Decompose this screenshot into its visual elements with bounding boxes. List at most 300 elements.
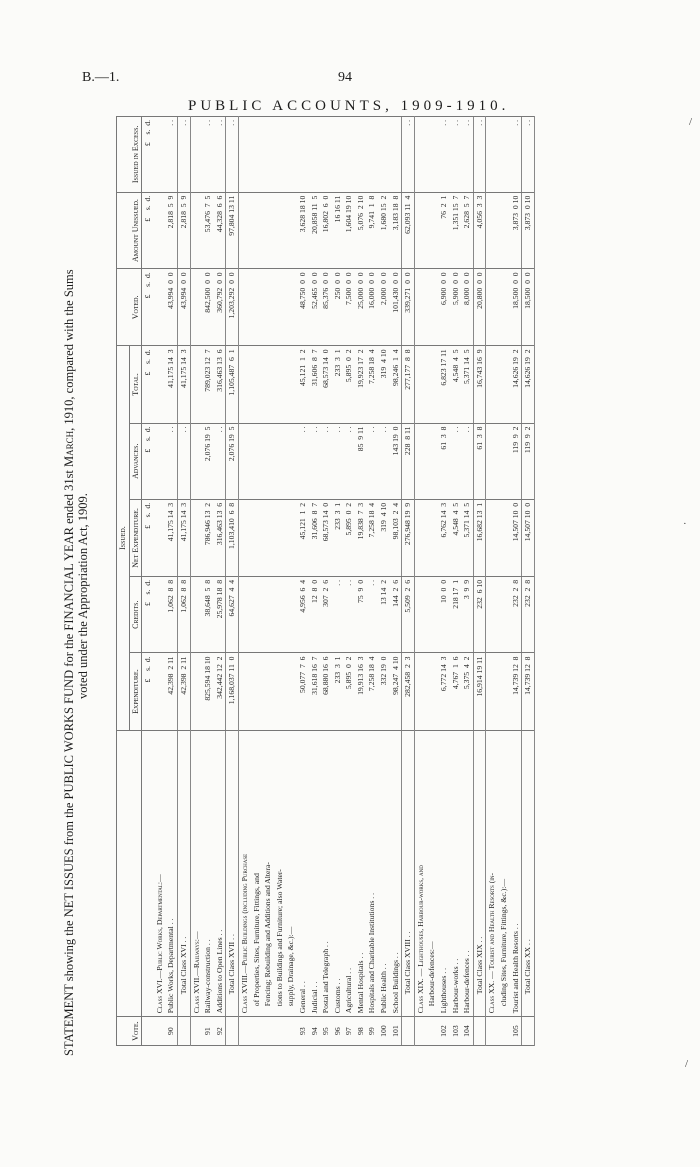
advances-cell: [486, 423, 498, 499]
net-expenditure-cell: 19,838 7 3: [355, 499, 367, 576]
excess-cell: [390, 117, 402, 193]
advances-cell: [251, 423, 263, 499]
credits-cell: 307 2 6: [320, 576, 332, 653]
net-expenditure-cell: 1,103,410 6 8: [226, 499, 239, 576]
excess-cell: [366, 117, 378, 193]
page-reference: B.—1.: [82, 70, 120, 85]
description-cell: Harbour-defences:—: [426, 730, 438, 1017]
advances-cell: [285, 423, 297, 499]
total-cell: 789,023 12 7: [202, 346, 214, 423]
description-cell: supply, Drainage, &c.):—: [285, 730, 297, 1017]
credits-cell: 218 17 1: [450, 576, 462, 653]
description-cell: Agricultural . .: [343, 730, 355, 1017]
vote-number-cell: 96: [332, 1017, 344, 1046]
description-cell: Class XX. — Tourist and Health Resorts (in-: [486, 730, 498, 1017]
advances-cell: 143 19 0: [390, 423, 402, 499]
credits-cell: [251, 576, 263, 653]
unissued-cell: 4,056 3 3: [473, 192, 486, 269]
expenditure-cell: 7,258 18 4: [366, 653, 378, 730]
excess-cell: [343, 117, 355, 193]
description-cell: Additions to Open Lines . .: [214, 730, 226, 1017]
currency-label: £ s. d.: [142, 346, 154, 423]
expenditure-cell: [251, 653, 263, 730]
vote-number-cell: 100: [378, 1017, 390, 1046]
description-cell: Class XVI.—Public Works, Departmental:—: [154, 730, 166, 1017]
advances-cell: . .: [461, 423, 473, 499]
advances-cell: . .: [320, 423, 332, 499]
net-expenditure-cell: [274, 499, 286, 576]
vote-number-cell: 104: [461, 1017, 473, 1046]
unissued-cell: [486, 192, 498, 269]
unissued-cell: 2,628 5 7: [461, 192, 473, 269]
table-row: [378, 117, 390, 1046]
currency-label: £ s. d.: [142, 117, 154, 193]
excess-cell: [498, 117, 510, 193]
description-cell: Harbour-works . .: [450, 730, 462, 1017]
description-cell: Postal and Telegraph . .: [320, 730, 332, 1017]
vote-number-cell: 94: [309, 1017, 321, 1046]
advances-cell: 85 9 11: [355, 423, 367, 499]
statement-line1-c: , 1910, compared with the Sums: [62, 269, 76, 431]
excess-cell: [320, 117, 332, 193]
net-expenditure-cell: 5,895 0 2: [343, 499, 355, 576]
class-heading-row: [274, 117, 286, 1046]
unissued-cell: [414, 192, 426, 269]
expenditure-cell: 1,168,037 11 0: [226, 653, 239, 730]
currency-label: £ s. d.: [142, 653, 154, 730]
excess-cell: [414, 117, 426, 193]
total-cell: 14,626 19 2: [510, 346, 522, 423]
excess-cell: [297, 117, 309, 193]
col-vote: Vote.: [117, 1017, 142, 1046]
vote-number-cell: [238, 1017, 250, 1046]
voted-cell: 842,500 0 0: [202, 269, 214, 346]
total-cell: [274, 346, 286, 423]
expenditure-cell: 14,739 12 8: [510, 653, 522, 730]
advances-cell: . .: [378, 423, 390, 499]
class-heading-row: [498, 117, 510, 1046]
total-cell: 4,548 4 5: [450, 346, 462, 423]
description-cell: Judicial . .: [309, 730, 321, 1017]
total-cell: 16,743 16 9: [473, 346, 486, 423]
expenditure-cell: 98,247 4 10: [390, 653, 402, 730]
accounts-table: [116, 116, 535, 1046]
credits-cell: 5,509 2 6: [402, 576, 415, 653]
unissued-cell: [274, 192, 286, 269]
unissued-cell: 3,183 18 8: [390, 192, 402, 269]
unissued-cell: 1,680 15 2: [378, 192, 390, 269]
credits-cell: [190, 576, 202, 653]
voted-cell: 18,500 0 0: [510, 269, 522, 346]
voted-cell: 2,000 0 0: [378, 269, 390, 346]
vote-number-cell: [426, 1017, 438, 1046]
total-cell: 277,177 8 8: [402, 346, 415, 423]
excess-cell: [262, 117, 274, 193]
unissued-cell: 20,858 11 5: [309, 192, 321, 269]
voted-cell: [251, 269, 263, 346]
table-row: [438, 117, 450, 1046]
credits-cell: 64,627 4 4: [226, 576, 239, 653]
vote-number-cell: [285, 1017, 297, 1046]
description-cell: Lighthouses . .: [438, 730, 450, 1017]
expenditure-cell: 68,880 16 6: [320, 653, 332, 730]
voted-cell: [154, 269, 166, 346]
net-expenditure-cell: 14,507 10 0: [510, 499, 522, 576]
currency-label: £ s. d.: [142, 423, 154, 499]
table-row: [450, 117, 462, 1046]
expenditure-cell: 825,594 18 10: [202, 653, 214, 730]
description-cell: Class XIX. — Lighthouses, Harbour-works, and: [414, 730, 426, 1017]
credits-cell: [498, 576, 510, 653]
total-cell: 31,606 8 7: [309, 346, 321, 423]
total-cell: [190, 346, 202, 423]
expenditure-cell: 14,739 12 8: [522, 653, 535, 730]
expenditure-cell: [238, 653, 250, 730]
net-expenditure-cell: 276,948 19 9: [402, 499, 415, 576]
voted-cell: [498, 269, 510, 346]
total-cell: 19,923 17 2: [355, 346, 367, 423]
total-cell: [486, 346, 498, 423]
vote-number-cell: 99: [366, 1017, 378, 1046]
net-expenditure-cell: 41,175 14 3: [177, 499, 190, 576]
class-heading-row: [251, 117, 263, 1046]
advances-cell: . .: [332, 423, 344, 499]
net-expenditure-cell: [285, 499, 297, 576]
voted-cell: [238, 269, 250, 346]
net-expenditure-cell: 41,175 14 3: [165, 499, 177, 576]
vote-number-cell: [190, 1017, 202, 1046]
expenditure-cell: 31,618 16 7: [309, 653, 321, 730]
page-number: 94: [338, 70, 352, 85]
expenditure-cell: 4,767 1 6: [450, 653, 462, 730]
voted-cell: [486, 269, 498, 346]
currency-label: £ s. d.: [142, 192, 154, 269]
voted-cell: 85,376 0 0: [320, 269, 332, 346]
margin-mark: ·: [683, 518, 687, 530]
col-description: [117, 730, 142, 1017]
currency-desc-cell: [142, 730, 154, 1017]
net-expenditure-cell: 319 4 10: [378, 499, 390, 576]
vote-number-cell: [402, 1017, 415, 1046]
vote-number-cell: [274, 1017, 286, 1046]
excess-cell: . .: [510, 117, 522, 193]
net-expenditure-cell: 233 3 1: [332, 499, 344, 576]
vote-number-cell: 103: [450, 1017, 462, 1046]
net-expenditure-cell: 68,573 14 0: [320, 499, 332, 576]
voted-cell: [262, 269, 274, 346]
description-cell: Customs . .: [332, 730, 344, 1017]
expenditure-cell: 233 3 1: [332, 653, 344, 730]
table-row: [297, 117, 309, 1046]
voted-cell: [274, 269, 286, 346]
net-expenditure-cell: 16,682 13 1: [473, 499, 486, 576]
voted-cell: 101,430 0 0: [390, 269, 402, 346]
total-row: [473, 117, 486, 1046]
currency-label: £ s. d.: [142, 499, 154, 576]
net-expenditure-cell: [251, 499, 263, 576]
description-cell: Railway-construction . .: [202, 730, 214, 1017]
excess-cell: . .: [402, 117, 415, 193]
unissued-cell: [498, 192, 510, 269]
margin-mark: /: [689, 116, 693, 128]
expenditure-cell: [414, 653, 426, 730]
vote-number-cell: [414, 1017, 426, 1046]
vote-number-cell: [522, 1017, 535, 1046]
credits-cell: 232 2 8: [510, 576, 522, 653]
unissued-cell: 44,328 6 6: [214, 192, 226, 269]
description-cell: of Properties, Sites, Furniture, Fittings, and: [251, 730, 263, 1017]
description-cell: General . .: [297, 730, 309, 1017]
col-net-expenditure: Net Expenditure.: [129, 499, 142, 576]
table-row: [510, 117, 522, 1046]
expenditure-cell: [426, 653, 438, 730]
unissued-cell: 76 2 1: [438, 192, 450, 269]
currency-label: £ s. d.: [142, 269, 154, 346]
net-expenditure-cell: 4,548 4 5: [450, 499, 462, 576]
excess-cell: [378, 117, 390, 193]
excess-cell: . .: [522, 117, 535, 193]
class-heading-row: [262, 117, 274, 1046]
advances-cell: . .: [165, 423, 177, 499]
total-cell: 14,626 19 2: [522, 346, 535, 423]
vote-number-cell: [498, 1017, 510, 1046]
advances-cell: [238, 423, 250, 499]
voted-cell: [414, 269, 426, 346]
unissued-cell: 53,476 7 5: [202, 192, 214, 269]
description-cell: Total Class XVI . .: [177, 730, 190, 1017]
excess-cell: . .: [438, 117, 450, 193]
excess-cell: [355, 117, 367, 193]
voted-cell: 20,800 0 0: [473, 269, 486, 346]
advances-cell: . .: [297, 423, 309, 499]
credits-cell: . .: [343, 576, 355, 653]
credits-cell: 75 9 0: [355, 576, 367, 653]
description-cell: School Buildings . .: [390, 730, 402, 1017]
excess-cell: . .: [214, 117, 226, 193]
col-total: Total.: [129, 346, 142, 423]
total-cell: [154, 346, 166, 423]
advances-cell: [498, 423, 510, 499]
table-row: [320, 117, 332, 1046]
description-cell: Public Health . .: [378, 730, 390, 1017]
total-cell: 7,258 18 4: [366, 346, 378, 423]
net-expenditure-cell: 316,463 13 6: [214, 499, 226, 576]
voted-cell: 339,271 0 0: [402, 269, 415, 346]
table-row: [332, 117, 344, 1046]
vote-number-cell: 92: [214, 1017, 226, 1046]
advances-cell: 119 9 2: [510, 423, 522, 499]
credits-cell: [285, 576, 297, 653]
total-row: [522, 117, 535, 1046]
currency-vote-cell: [142, 1017, 154, 1046]
class-heading-row: [285, 117, 297, 1046]
class-heading-row: [426, 117, 438, 1046]
unissued-cell: 3,873 0 10: [522, 192, 535, 269]
total-cell: 68,573 14 0: [320, 346, 332, 423]
description-cell: Harbour-defences . .: [461, 730, 473, 1017]
excess-cell: . .: [202, 117, 214, 193]
total-cell: 98,246 1 4: [390, 346, 402, 423]
net-expenditure-cell: [190, 499, 202, 576]
credits-cell: . .: [366, 576, 378, 653]
credits-cell: 13 14 2: [378, 576, 390, 653]
unissued-cell: 2,818 5 9: [177, 192, 190, 269]
voted-cell: 25,000 0 0: [355, 269, 367, 346]
description-cell: cluding Sites, Furniture, Fittings, &c.):—: [498, 730, 510, 1017]
expenditure-cell: 5,895 0 2: [343, 653, 355, 730]
credits-cell: 232 6 10: [473, 576, 486, 653]
vote-number-cell: [154, 1017, 166, 1046]
excess-cell: [309, 117, 321, 193]
vote-number-cell: 98: [355, 1017, 367, 1046]
vote-number-cell: 102: [438, 1017, 450, 1046]
description-cell: Total Class XVIII . .: [402, 730, 415, 1017]
class-heading-row: [190, 117, 202, 1046]
credits-cell: 1,062 8 8: [165, 576, 177, 653]
excess-cell: [486, 117, 498, 193]
net-expenditure-cell: 786,946 13 2: [202, 499, 214, 576]
voted-cell: 7,500 0 0: [343, 269, 355, 346]
description-cell: Class XVIII.—Public Buildings (including Purchase: [238, 730, 250, 1017]
statement-line1-month: March: [62, 430, 76, 467]
net-expenditure-cell: 5,371 14 5: [461, 499, 473, 576]
net-expenditure-cell: 14,507 10 0: [522, 499, 535, 576]
expenditure-cell: 42,398 2 11: [177, 653, 190, 730]
total-cell: [414, 346, 426, 423]
expenditure-cell: [285, 653, 297, 730]
net-expenditure-cell: [154, 499, 166, 576]
col-group-issued: Issued.: [117, 346, 130, 730]
description-cell: tions to Buildings and Furniture; also Water-: [274, 730, 286, 1017]
credits-cell: [426, 576, 438, 653]
description-cell: Public Works, Departmental . .: [165, 730, 177, 1017]
col-advances: Advances.: [129, 423, 142, 499]
excess-cell: . .: [165, 117, 177, 193]
total-cell: 6,823 17 11: [438, 346, 450, 423]
excess-cell: [154, 117, 166, 193]
table-row: [461, 117, 473, 1046]
voted-cell: 16,000 0 0: [366, 269, 378, 346]
excess-cell: . .: [473, 117, 486, 193]
class-heading-row: [154, 117, 166, 1046]
voted-cell: 8,000 0 0: [461, 269, 473, 346]
statement-heading: [62, 136, 116, 1056]
vote-number-cell: [226, 1017, 239, 1046]
description-cell: Tourist and Health Resorts . .: [510, 730, 522, 1017]
advances-cell: . .: [343, 423, 355, 499]
vote-number-cell: 101: [390, 1017, 402, 1046]
credits-cell: 3 9 9: [461, 576, 473, 653]
vote-number-cell: 95: [320, 1017, 332, 1046]
description-cell: Total Class XX . .: [522, 730, 535, 1017]
advances-cell: 61 3 8: [438, 423, 450, 499]
total-cell: 41,175 14 3: [165, 346, 177, 423]
voted-cell: [285, 269, 297, 346]
currency-label: £ s. d.: [142, 576, 154, 653]
advances-cell: . .: [214, 423, 226, 499]
advances-cell: 2,076 19 5: [226, 423, 239, 499]
expenditure-cell: [498, 653, 510, 730]
description-cell: Hospitals and Charitable Institutions . .: [366, 730, 378, 1017]
col-expenditure: Expenditure.: [129, 653, 142, 730]
credits-cell: [262, 576, 274, 653]
net-expenditure-cell: [426, 499, 438, 576]
vote-number-cell: 91: [202, 1017, 214, 1046]
credits-cell: 1,062 8 8: [177, 576, 190, 653]
col-voted: Voted.: [117, 269, 142, 346]
total-row: [402, 117, 415, 1046]
excess-cell: . .: [450, 117, 462, 193]
advances-cell: [426, 423, 438, 499]
expenditure-cell: 19,913 16 3: [355, 653, 367, 730]
total-row: [177, 117, 190, 1046]
net-expenditure-cell: 45,121 1 2: [297, 499, 309, 576]
expenditure-cell: 332 19 0: [378, 653, 390, 730]
col-amount-unissued: Amount Unissued.: [117, 192, 142, 269]
net-expenditure-cell: [414, 499, 426, 576]
total-cell: 1,105,487 6 1: [226, 346, 239, 423]
total-cell: [262, 346, 274, 423]
advances-cell: . .: [309, 423, 321, 499]
net-expenditure-cell: 6,762 14 3: [438, 499, 450, 576]
credits-cell: 38,648 5 8: [202, 576, 214, 653]
table-header-row: [117, 117, 130, 1046]
margin-mark: /: [685, 1058, 689, 1070]
expenditure-cell: [262, 653, 274, 730]
description-cell: Total Class XVII . .: [226, 730, 239, 1017]
expenditure-cell: 342,442 12 2: [214, 653, 226, 730]
description-cell: Fencing; Rebuilding and Additions and Altera-: [262, 730, 274, 1017]
voted-cell: 360,792 0 0: [214, 269, 226, 346]
unissued-cell: 16,802 6 0: [320, 192, 332, 269]
voted-cell: [190, 269, 202, 346]
expenditure-cell: 282,458 2 3: [402, 653, 415, 730]
expenditure-cell: [154, 653, 166, 730]
vote-number-cell: [262, 1017, 274, 1046]
unissued-cell: [190, 192, 202, 269]
table-row: [366, 117, 378, 1046]
net-expenditure-cell: 98,103 2 4: [390, 499, 402, 576]
expenditure-cell: [274, 653, 286, 730]
unissued-cell: [251, 192, 263, 269]
excess-cell: . .: [177, 117, 190, 193]
class-heading-row: [238, 117, 250, 1046]
total-cell: 5,895 0 2: [343, 346, 355, 423]
advances-cell: [190, 423, 202, 499]
table-row: [343, 117, 355, 1046]
table-row: [355, 117, 367, 1046]
page-title: PUBLIC ACCOUNTS, 1909-1910.: [188, 98, 510, 114]
vote-number-cell: [251, 1017, 263, 1046]
total-cell: 316,463 13 6: [214, 346, 226, 423]
table-row: [214, 117, 226, 1046]
voted-cell: 6,900 0 0: [438, 269, 450, 346]
voted-cell: 43,994 0 0: [165, 269, 177, 346]
voted-cell: 18,500 0 0: [522, 269, 535, 346]
description-cell: Class XVII.—Railways:—: [190, 730, 202, 1017]
voted-cell: [426, 269, 438, 346]
excess-cell: [332, 117, 344, 193]
advances-cell: . .: [366, 423, 378, 499]
vote-number-cell: [177, 1017, 190, 1046]
advances-cell: [414, 423, 426, 499]
unissued-cell: 3,873 0 10: [510, 192, 522, 269]
total-cell: [251, 346, 263, 423]
rotated-statement: [62, 116, 535, 1076]
voted-cell: 48,750 0 0: [297, 269, 309, 346]
class-heading-row: [486, 117, 498, 1046]
credits-cell: [154, 576, 166, 653]
